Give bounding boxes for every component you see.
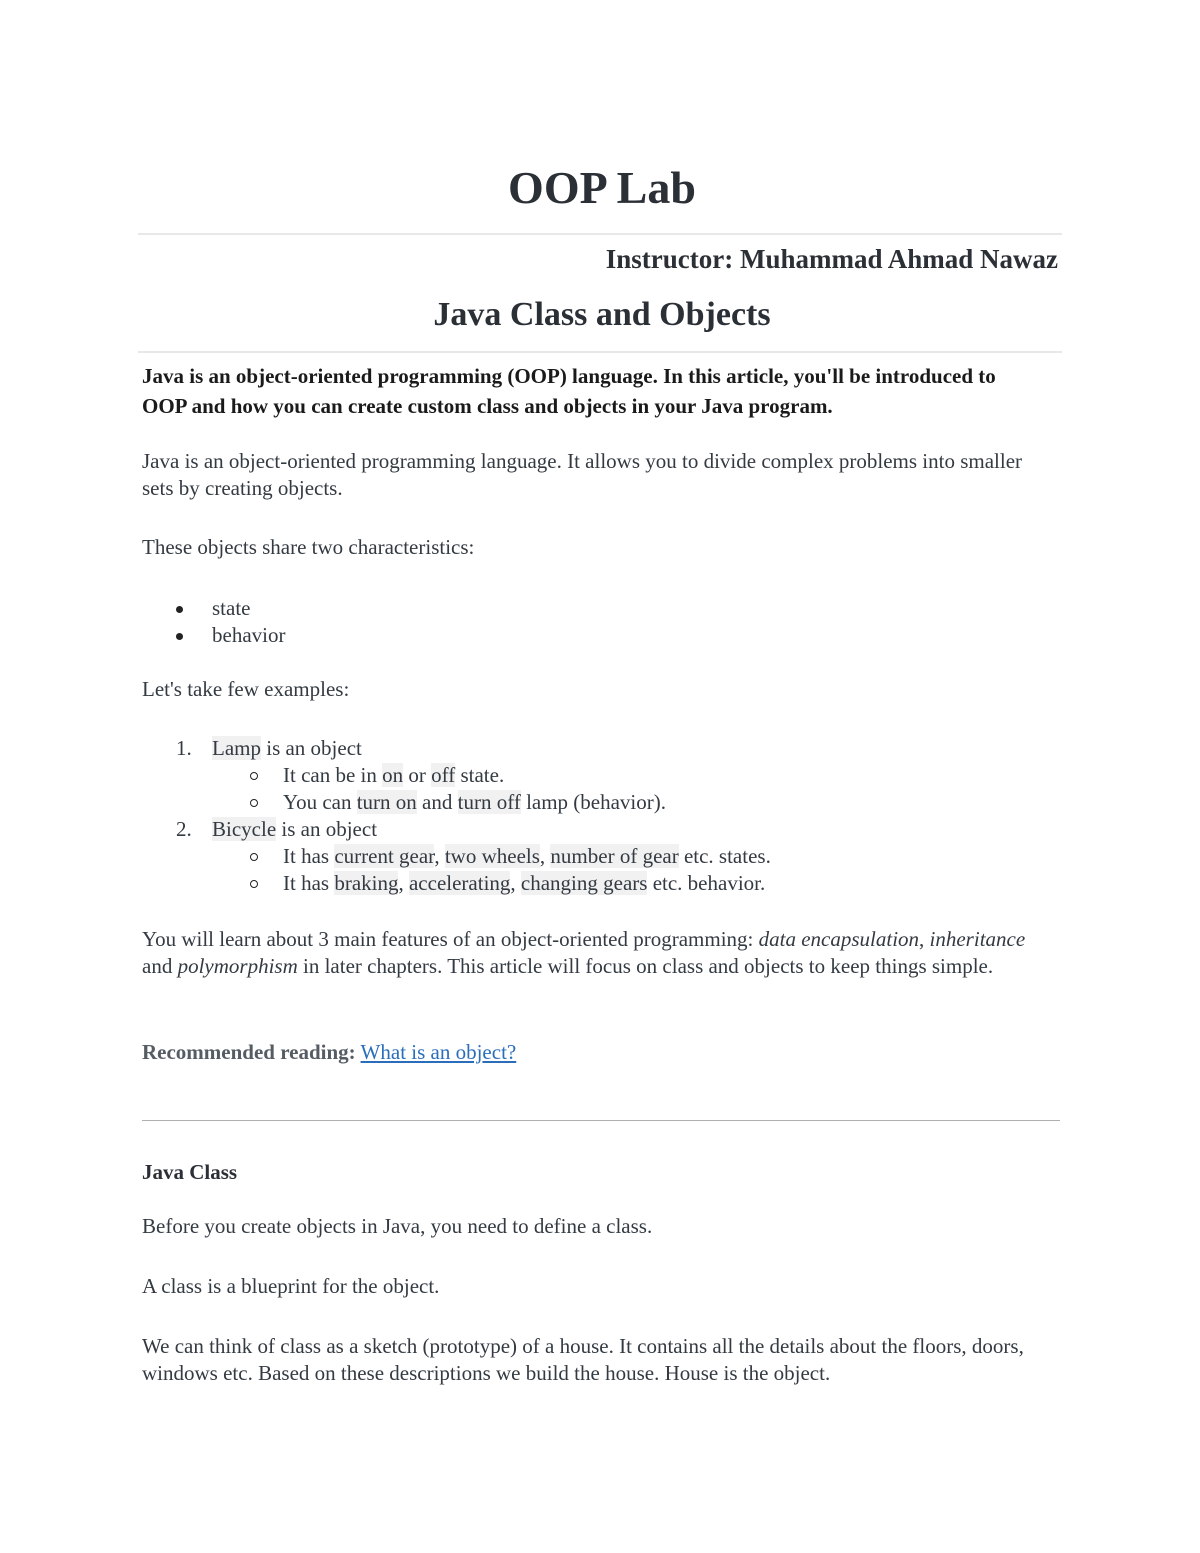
- paragraph-define-class: Before you create objects in Java, you need to define a class.: [142, 1214, 653, 1238]
- list-item-label: behavior: [212, 623, 286, 647]
- feature-term: polymorphism: [177, 954, 298, 978]
- list-item-label: state: [212, 596, 251, 620]
- recommended-label: Recommended reading:: [142, 1040, 356, 1064]
- sub-list-item: It can be in on or off state.: [142, 762, 771, 789]
- paragraph-examples: Let's take few examples:: [142, 677, 350, 701]
- sub-list-item: You can turn on and turn off lamp (behavior).: [142, 789, 771, 816]
- circle-bullet-icon: [250, 880, 258, 888]
- list-item: [142, 622, 285, 649]
- examples-list: [142, 735, 771, 897]
- example-object-text: is an object: [260, 736, 362, 760]
- document-title: OOP Lab: [508, 162, 696, 213]
- recommended-reading: [142, 1039, 516, 1066]
- section-divider: [142, 1120, 1060, 1121]
- characteristics-list: [142, 595, 285, 649]
- paragraph-characteristics: These objects share two characteristics:: [142, 535, 475, 559]
- intro-paragraph: Java is an object-oriented programming (OOP) language. In this article, you'll be introduced to OOP and how you can create custom class and objects in your Java program.: [142, 364, 996, 418]
- section-title: Java Class and Objects: [433, 296, 771, 333]
- circle-bullet-icon: [250, 853, 258, 861]
- sub-list-item: It has current gear, two wheels, number of gear etc. states.: [142, 843, 771, 870]
- feature-term: inheritance: [929, 927, 1026, 951]
- circle-bullet-icon: [250, 799, 258, 807]
- paragraph-blueprint: A class is a blueprint for the object.: [142, 1274, 440, 1298]
- subtitle-divider: [138, 351, 1062, 353]
- list-number: 2.: [176, 817, 192, 841]
- document-page: [142, 0, 1062, 1553]
- bullet-icon: [176, 633, 183, 640]
- list-number: 1.: [176, 736, 192, 760]
- circle-bullet-icon: [250, 772, 258, 780]
- recommended-link[interactable]: What is an object?: [360, 1040, 517, 1064]
- paragraph-house-analogy: We can think of class as a sketch (prototype) of a house. It contains all the details about the floors, doors, windows etc. Based on these descriptions we build the house. House is the object.: [142, 1334, 1024, 1385]
- example-object-text: is an object: [276, 817, 378, 841]
- list-item: [142, 595, 285, 622]
- feature-term: data encapsulation: [758, 927, 920, 951]
- java-class-heading: Java Class: [142, 1160, 238, 1184]
- sub-list-item: It has braking, accelerating, changing gears etc. behavior.: [142, 870, 771, 897]
- paragraph-features: You will learn about 3 main features of an object-oriented programming: data encapsulation, inheritance and polymorphism in later chapters. This article will focus on class and objects to keep things simple.: [142, 927, 1026, 978]
- example-object-name: Bicycle: [212, 817, 277, 841]
- instructor-line: Instructor: Muhammad Ahmad Nawaz: [605, 244, 1058, 274]
- title-divider: [138, 233, 1062, 235]
- paragraph-oop-intro: Java is an object-oriented programming language. It allows you to divide complex problems into smaller sets by creating objects.: [142, 449, 1023, 500]
- bullet-icon: [176, 606, 183, 613]
- example-item-bicycle: [142, 816, 771, 843]
- example-item-lamp: [142, 735, 771, 762]
- example-object-name: Lamp: [212, 736, 261, 760]
